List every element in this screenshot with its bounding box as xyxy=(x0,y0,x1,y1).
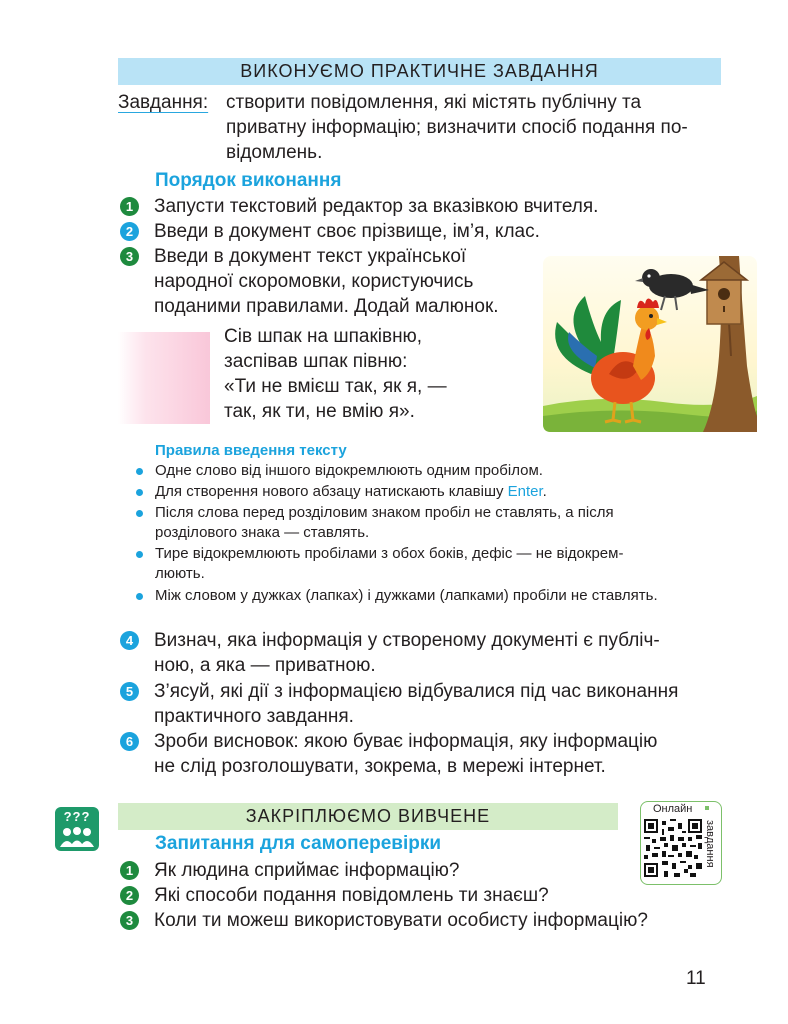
step-text: Введи в документ своє прізвище, ім’я, клас. xyxy=(154,221,540,242)
qr-dot xyxy=(705,806,709,810)
step-number: 1 xyxy=(120,197,139,216)
questions-title: Запитання для самоперевірки xyxy=(155,833,442,854)
poem-line: заспівав шпак півню: xyxy=(224,351,408,372)
qr-label-tasks: завдання xyxy=(704,820,716,868)
questions-icon xyxy=(55,807,99,851)
rule-text-part: Для створення нового абзацу натискають клавішу xyxy=(155,483,508,500)
poem-decoration xyxy=(118,332,210,424)
step-number: 3 xyxy=(120,247,139,266)
question-number: 3 xyxy=(120,911,139,930)
bullet-icon xyxy=(136,468,143,475)
rule-text xyxy=(155,503,721,543)
rule-item xyxy=(136,482,721,502)
rule-text xyxy=(155,544,721,584)
question-number: 1 xyxy=(120,861,139,880)
question-marks: ??? xyxy=(63,809,91,824)
rule-line: Тире відокремлюють пробілами з обох боків, дефіс — не відокрем- xyxy=(155,545,624,562)
poem-line: так, як ти, не вмію я». xyxy=(224,401,415,422)
task-text xyxy=(226,90,721,165)
question-text: Які способи подання повідомлень ти знаєш? xyxy=(154,885,549,906)
task-line: приватну інформацію; визначити спосіб подання по- xyxy=(226,117,688,138)
rule-item xyxy=(136,544,721,584)
question-text: Коли ти можеш використовувати особисту інформацію? xyxy=(154,910,648,931)
rooster-illustration xyxy=(543,256,757,432)
rule-item xyxy=(136,461,721,481)
step-line: народної скоромовки, користуючись xyxy=(154,271,474,292)
step-number: 2 xyxy=(120,222,139,241)
task-line: відомлень. xyxy=(226,142,323,163)
rule-text-end: . xyxy=(542,483,547,500)
step-line: Зроби висновок: якою буває інформація, яку інформацію xyxy=(154,731,658,752)
bullet-icon xyxy=(136,489,143,496)
step-text xyxy=(154,729,721,779)
rule-line: Після слова перед розділовим знаком пробіл не ставлять, а після xyxy=(155,504,614,521)
rule-line: люють. xyxy=(155,565,205,582)
poem-line: Сів шпак на шпаківню, xyxy=(224,326,423,347)
bullet-icon xyxy=(136,593,143,600)
procedure-title: Порядок виконання xyxy=(155,170,342,191)
step-number: 5 xyxy=(120,682,139,701)
step-line: поданими правилами. Додай малюнок. xyxy=(154,296,499,317)
step-line: практичного завдання. xyxy=(154,706,354,727)
bullet-icon xyxy=(136,551,143,558)
rule-item xyxy=(136,503,721,543)
step-line: З’ясуй, які дії з інформацією відбувалися під час виконання xyxy=(154,681,679,702)
section-banner-practical: ВИКОНУЄМО ПРАКТИЧНЕ ЗАВДАННЯ xyxy=(118,58,721,85)
online-tasks-qr[interactable] xyxy=(640,801,722,885)
page-number: 11 xyxy=(686,968,706,989)
step-text xyxy=(154,244,499,319)
poem-line: «Ти не вмієш так, як я, — xyxy=(224,376,447,397)
step-text xyxy=(154,628,721,678)
task-label: Завдання: xyxy=(118,92,209,113)
bullet-icon xyxy=(136,510,143,517)
step-line: не слід розголошувати, зокрема, в мережі інтернет. xyxy=(154,756,606,777)
rule-text: Між словом у дужках (лапках) і дужками (лапками) пробіли не ставлять. xyxy=(155,587,658,604)
task-line: створити повідомлення, які містять публічну та xyxy=(226,92,642,113)
qr-code-icon xyxy=(644,819,702,877)
people-icon xyxy=(59,827,95,847)
step-number: 6 xyxy=(120,732,139,751)
enter-key-label: Enter xyxy=(507,483,543,500)
step-line: Визнач, яка інформація у створеному документі є публіч- xyxy=(154,630,660,651)
rule-text xyxy=(155,482,721,502)
question-text: Як людина сприймає інформацію? xyxy=(154,860,460,881)
qr-label-online: Онлайн xyxy=(653,803,693,815)
step-line: ною, а яка — приватною. xyxy=(154,655,376,676)
rule-text: Одне слово від іншого відокремлюють одним пробілом. xyxy=(155,462,543,479)
rule-line: розділового знака — ставлять. xyxy=(155,524,370,541)
step-text xyxy=(154,679,721,729)
question-number: 2 xyxy=(120,886,139,905)
step-line: Введи в документ текст української xyxy=(154,246,467,267)
rules-title: Правила введення тексту xyxy=(155,442,347,459)
poem xyxy=(224,324,447,424)
rule-item xyxy=(136,586,721,606)
step-text: Запусти текстовий редактор за вказівкою вчителя. xyxy=(154,196,599,217)
step-number: 4 xyxy=(120,631,139,650)
section-banner-review: ЗАКРІПЛЮЄМО ВИВЧЕНЕ xyxy=(118,803,618,830)
